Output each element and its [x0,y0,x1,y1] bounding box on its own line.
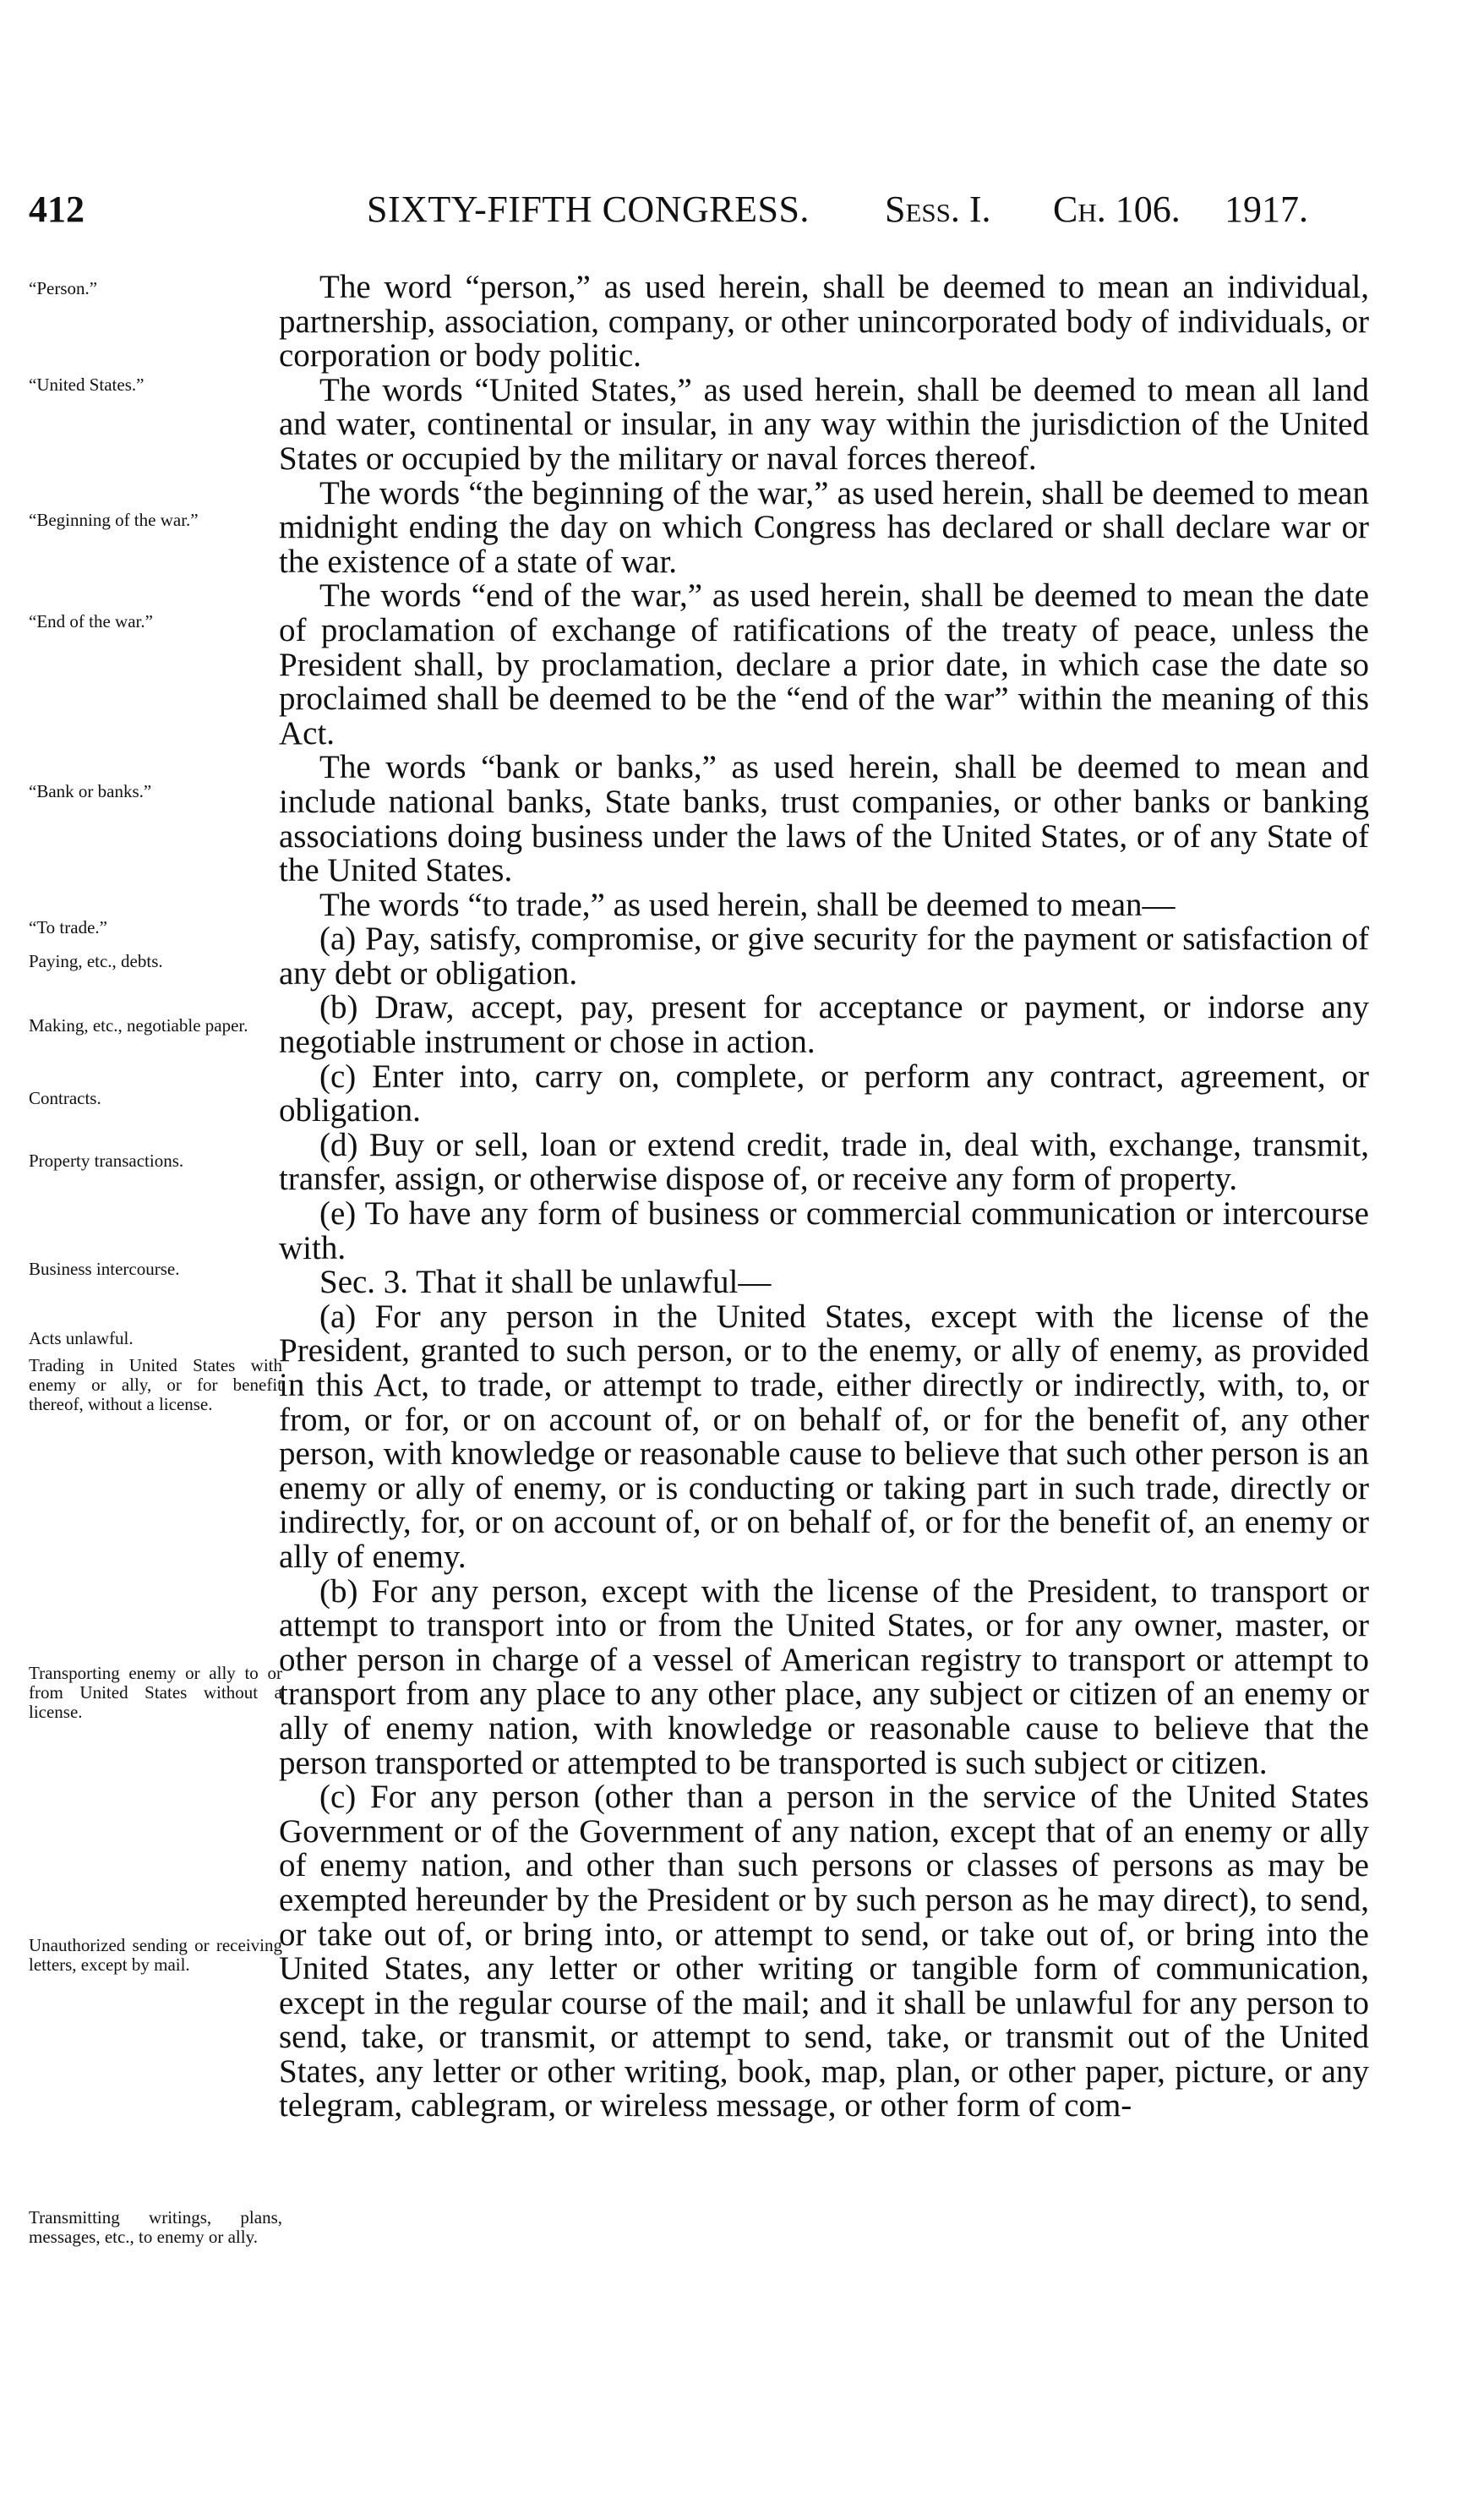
statute-text [279,271,1369,2124]
section-3-heading: Sec. 3. That it shall be unlawful— [319,1264,772,1301]
section-3-clause-a: (a) For any person in the United States, except with the license of the President, granted to such person, or to the enemy, or ally of enemy, as provided in this Act, to trade, or attempt to trade, either directly or indirectly, with, to, or from, or for, or on account of, or on behalf of, or for the benefit of, any other person, with knowledge or reasonable cause to believe that such other person is an enemy or ally of enemy, or is conducting or taking part in such trade, directly or indirectly, for, or on account of, or on behalf of, or for the benefit of, an enemy or ally of enemy. [279,1298,1369,1575]
definition-end-of-war: The words “end of the war,” as used herein, shall be deemed to mean the date of proclamation of exchange of ratifications of the treaty of peace, unless the President shall, by proclamation, declare a prior date, in which case the date so proclaimed shall be deemed to be the “end of the war” within the meaning of this Act. [279,577,1369,752]
definition-beginning-of-war: The words “the beginning of the war,” as used herein, shall be deemed to mean midnight ending the day on which Congress has declared or shall declare war or the existence of a state of war. [279,474,1369,580]
margin-note: “End of the war.” [29,611,153,631]
margin-note: Making, etc., negotiable paper. [29,1015,248,1036]
margin-note: “United States.” [29,374,145,395]
clause-c: (c) Enter into, carry on, complete, or perform any contract, agreement, or obligation. [279,1058,1369,1129]
congress-title: SIXTY-FIFTH CONGRESS. [367,189,810,230]
definition-united-states: The words “United States,” as used herein, shall be deemed to mean all land and water, continental or insular, in any way within the jurisdiction of the United States or occupied by the military or naval forces thereof. [279,371,1369,477]
margin-note: Trading in United States with enemy or ally, or for benefit thereof, without a license. [29,1355,282,1414]
margin-note: “To trade.” [29,917,107,937]
margin-note: “Beginning of the war.” [29,510,199,530]
definition-person: The word “person,” as used herein, shall be deemed to mean an individual, partnership, association, company, or other unincorporated body of individuals, or corporation or body politic. [279,269,1369,374]
margin-note: Unauthorized sending or receiving letters, except by mail. [29,1935,282,1975]
clause-a: (a) Pay, satisfy, compromise, or give security for the payment or satisfaction of any debt or obligation. [279,921,1369,992]
session-label: Sess. I. [885,189,991,230]
page-number: 412 [29,189,85,230]
definition-to-trade: The words “to trade,” as used herein, shall be deemed to mean— [319,886,1176,923]
clause-d: (d) Buy or sell, loan or extend credit, trade in, deal with, exchange, transmit, transfer, assign, or otherwise dispose of, or receive any form of property. [279,1126,1369,1198]
margin-note: Transmitting writings, plans, messages, etc., to enemy or ally. [29,2207,282,2247]
clause-b: (b) Draw, accept, pay, present for acceptance or payment, or indorse any negotiable instrument or chose in action. [279,989,1369,1061]
clause-e: (e) To have any form of business or commercial communication or intercourse with. [279,1195,1369,1266]
margin-note: “Bank or banks.” [29,781,152,801]
margin-note: “Person.” [29,278,98,298]
page-header [29,188,1381,238]
margin-note: Property transactions. [29,1151,184,1171]
margin-note: Contracts. [29,1088,101,1108]
chapter-label: Ch. 106. [1053,189,1181,230]
margin-note: Paying, etc., debts. [29,951,163,971]
definition-bank: The words “bank or banks,” as used herein, shall be deemed to mean and include national banks, State banks, trust companies, or other banks or banking associations doing business under the laws of the United States, or of any State of the United States. [279,749,1369,889]
year-label: 1917. [1225,189,1308,230]
section-3-clause-b: (b) For any person, except with the license of the President, to transport or attempt to transport into or from the United States, or for any owner, master, or other person in charge of a vessel of American registry to transport or attempt to transport from any place to any other place, any subject or citizen of an enemy or ally of enemy nation, with knowledge or reasonable cause to believe that the person transported or attempted to be transported is such subject or citizen. [279,1572,1369,1781]
section-3-clause-c: (c) For any person (other than a person in the service of the United States Government or of the Government of any nation, except that of an enemy or ally of enemy nation, and other than such persons or classes of persons as may be exempted hereunder by the President or by such person as he may direct), to send, or take out of, or bring into, or attempt to send, or take out of, or bring into the United States, any letter or other writing or tangible form of communication, except in the regular course of the mail; and it shall be unlawful for any person to send, take, or transmit, or attempt to send, take, or transmit out of the United States, any letter or other writing, book, map, plan, or other paper, picture, or any telegram, cablegram, or wireless message, or other form of com- [279,1779,1369,2124]
margin-note: Business intercourse. [29,1259,180,1279]
margin-note: Transporting enemy or ally to or from United States without a license. [29,1663,282,1722]
margin-note: Acts unlawful. [29,1328,134,1348]
